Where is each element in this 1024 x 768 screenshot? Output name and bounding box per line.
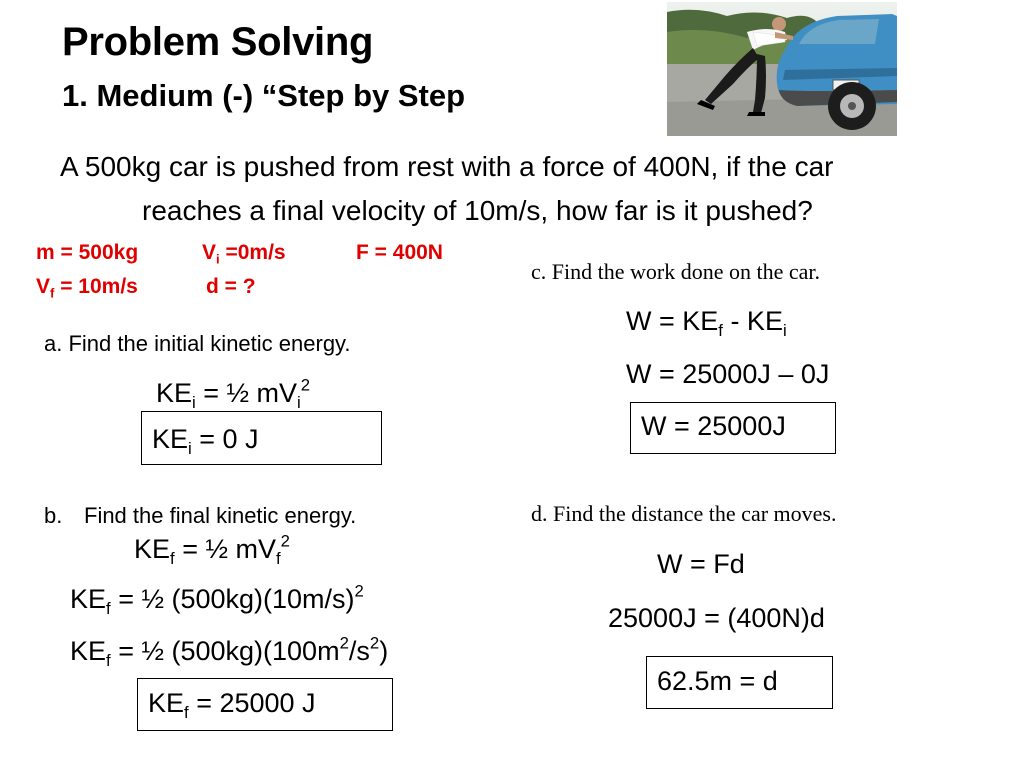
given-force: F = 400N [356,241,443,264]
part-d-answer: 62.5m = d [657,666,778,696]
part-c-equation-2: W = 25000J – 0J [626,359,830,389]
part-b-question: Find the final kinetic energy. [84,503,357,528]
part-b-answer-box [137,678,393,731]
part-a-answer: $KE_i = 0$ J [152,424,259,458]
given-distance: d = ? [206,275,256,298]
part-b-letter: b. [44,503,63,528]
given-mass: m = 500kg [36,241,139,264]
part-b-equation-3: $KE_f$ = ½ $(500kg)(100m^2/s^2)$ [70,633,389,670]
part-a-question: a. Find the initial kinetic energy. [44,331,351,356]
problem-statement [60,145,1000,233]
part-d-equation-1: W = Fd [657,549,745,579]
part-b-answer: $KE_f = 25000$ J [148,688,316,722]
slide-subtitle: 1. Medium (-) “Step by Step [62,78,466,113]
part-d-equation-2: 25000J = (400N)d [608,603,825,633]
part-b-equation-1: $KE_f$ = ½ $mV_f^2$ [134,531,290,568]
part-c-question: c. Find the work done on the car. [531,259,820,284]
part-d-answer-box [646,656,833,709]
slide-title: Problem Solving [62,20,374,64]
problem-line-2: reaches a final velocity of 10m/s, how far is it pushed? [142,195,813,226]
given-final-velocity: $V_f = 10m/s$ [36,275,138,301]
part-d-question: d. Find the distance the car moves. [531,501,837,526]
part-b-equation-2: $KE_f$ = ½ $(500kg)(10m/s)^2$ [70,581,364,618]
part-c-answer: W = 25000J [641,411,786,441]
problem-line-1: A 500kg car is pushed from rest with a force of 400N, if the car [60,151,834,182]
part-a-equation: $KE_i$ = ½ $mV_i^2$ [156,375,311,412]
part-c-equation-1: $W = KE_f - KE_i$ [626,306,787,340]
car-push-photo [667,2,897,136]
part-c-answer-box [630,402,836,454]
given-initial-velocity: $V_i =0m/s$ [202,241,286,267]
part-a-answer-box [141,411,382,465]
